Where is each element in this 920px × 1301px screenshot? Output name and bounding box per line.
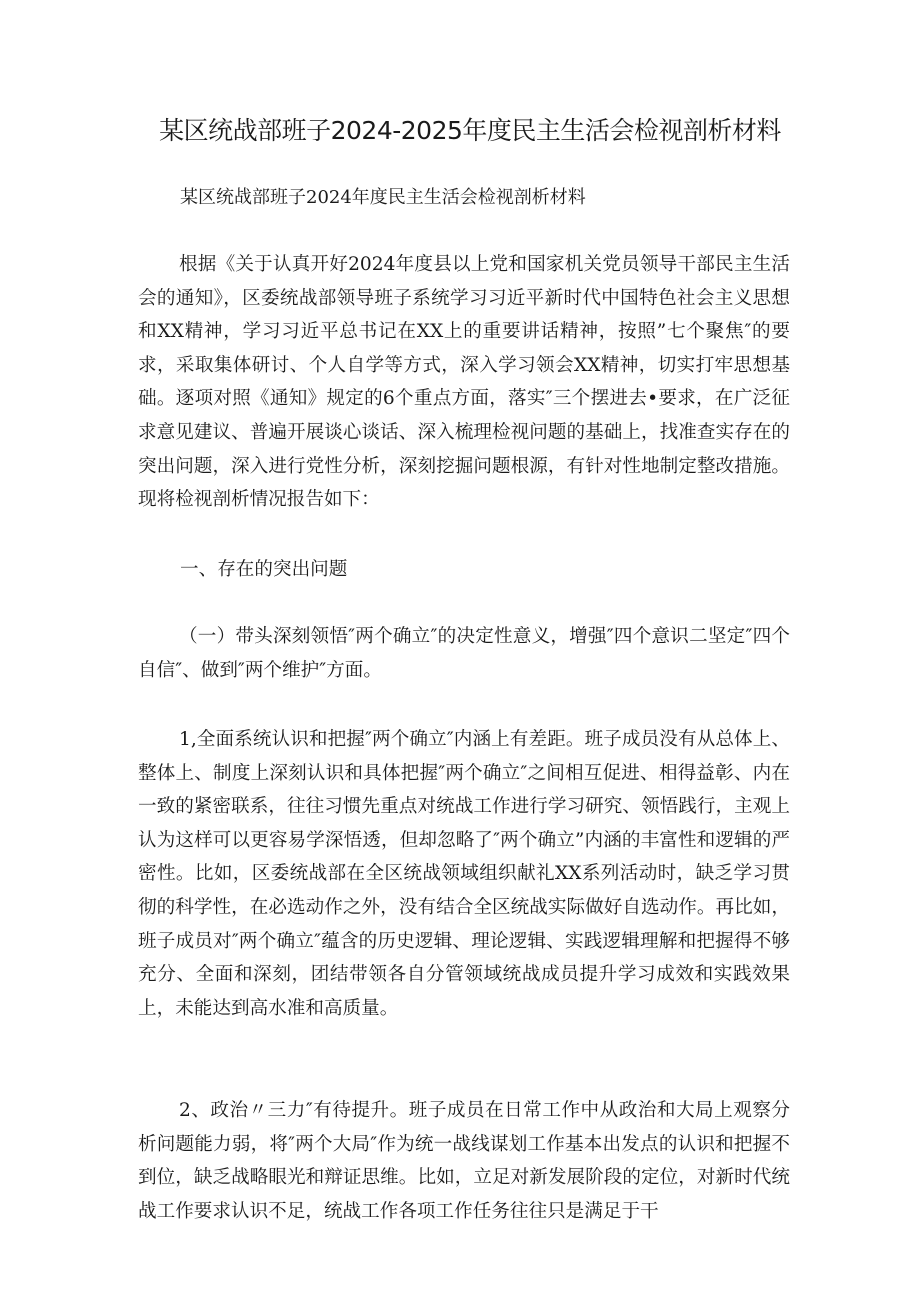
item-paragraph-1: 1,全面系统认识和把握″两个确立″内涵上有差距。班子成员没有从总体上、整体上、制度上深刻认识和具体把握″两个确立″之间相互促进、相得益彰、内在一致的紧密联系，往往习惯先重点对统战工作进行学习研究、领悟践行，主观上认为这样可以更容易学深悟透，但却忽略了″两个确立”内涵的丰富性和逻辑的严密性。比如，区委统战部在全区统战领域组织献礼XX系列活动时，缺乏学习贯彻的科学性，在必选动作之外，没有结合全区统战实际做好自选动作。再比如，班子成员对″两个确立″蕴含的历史逻辑、理论逻辑、实践逻辑理解和把握得不够充分、全面和深刻，团结带领各自分管领域统战成员提升学习成效和实践效果上，未能达到高水准和高质量。 [138, 729, 790, 1019]
item-paragraph-2: 2、政治〃三力″有待提升。班子成员在日常工作中从政治和大局上观察分析问题能力弱，将″两个大局″作为统一战线谋划工作基本出发点的认识和把握不到位，缺乏战略眼光和辩证思维。比如，立足对新发展阶段的定位，对新时代统战工作要求认识不足，统战工作各项工作任务往往只是满足于干 [138, 1100, 790, 1222]
subsection-heading-1: （一）带头深刻领悟″两个确立″的决定性意义，增强″四个意识二坚定″四个自信″、做到″两个维护″方面。 [138, 626, 790, 681]
intro-paragraph: 根据《关于认真开好2024年度县以上党和国家机关党员领导干部民主生活会的通知》，区委统战部领导班子系统学习习近平新时代中国特色社会主义思想和XX精神，学习习近平总书记在XX上的重要讲话精神，按照”七个聚焦″的要求，采取集体研讨、个人自学等方式，深入学习领会XX精神，切实打牢思想基础。逐项对照《通知》规定的6个重点方面，落实″三个摆进去•要求，在广泛征求意见建议、普遍开展谈心谈话、深入梳理检视问题的基础上，找准查实存在的突出问题，深入进行党性分析，深刻挖掘问题根源，有针对性地制定整改措施。现将检视剖析情况报告如下： [138, 254, 790, 511]
document-title: 某区统战部班子2024-2025年度民主生活会检视剖析材料 [159, 116, 781, 145]
section-heading-problems: 一、存在的突出问题 [180, 559, 348, 580]
document-subtitle: 某区统战部班子2024年度民主生活会检视剖析材料 [180, 187, 586, 208]
